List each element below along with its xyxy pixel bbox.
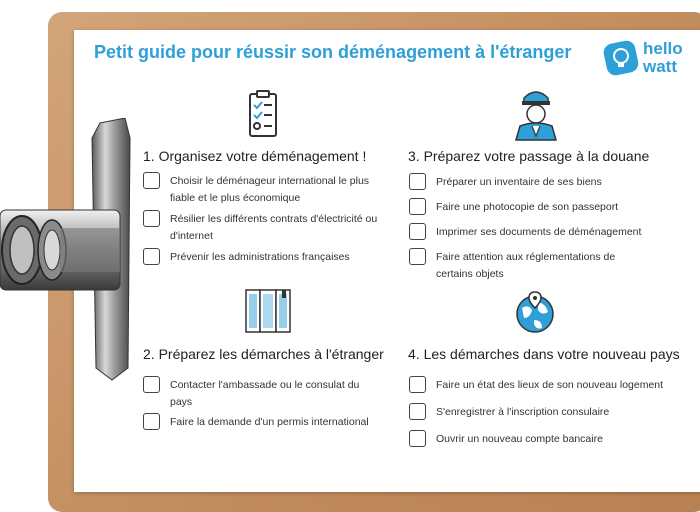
- checkbox[interactable]: [409, 430, 426, 447]
- checklist-item[interactable]: [409, 249, 654, 283]
- checkbox[interactable]: [143, 248, 160, 265]
- section-2-title: 2. Préparez les démarches à l'étranger: [143, 346, 384, 362]
- checklist-item[interactable]: [143, 249, 383, 266]
- item-label: Choisir le déménageur international le plus fiable et le plus économique: [170, 175, 370, 204]
- item-label: Faire un état des lieux de son nouveau logement: [436, 379, 664, 391]
- clipboard-clip-icon: [0, 118, 150, 388]
- section-3-title: 3. Préparez votre passage à la douane: [408, 148, 650, 164]
- checklist-item[interactable]: [409, 224, 679, 241]
- lightbulb-icon: [603, 38, 641, 78]
- checkbox[interactable]: [409, 376, 426, 393]
- item-label: Imprimer ses documents de déménagement: [436, 226, 642, 238]
- item-label: Prévenir les administrations françaises: [170, 251, 350, 263]
- logo-line1: hello: [643, 39, 683, 58]
- checklist-item[interactable]: [143, 173, 375, 207]
- checkbox[interactable]: [143, 210, 160, 227]
- section-1-title: 1. Organisez votre déménagement !: [143, 148, 367, 164]
- checkbox[interactable]: [143, 376, 160, 393]
- checklist-item[interactable]: [143, 414, 403, 431]
- page-title: Petit guide pour réussir son déménagement à l'étranger: [94, 42, 572, 62]
- item-label: Ouvrir un nouveau compte bancaire: [436, 433, 603, 445]
- logo-line2: watt: [643, 57, 677, 76]
- globe-location-icon: [512, 290, 558, 334]
- item-label: S'enregistrer à l'inscription consulaire: [436, 406, 610, 418]
- checklist-item[interactable]: [143, 211, 383, 245]
- checkbox[interactable]: [409, 248, 426, 265]
- checkbox[interactable]: [409, 198, 426, 215]
- checklist-item[interactable]: [409, 377, 699, 394]
- checkbox[interactable]: [409, 223, 426, 240]
- section-4-title: 4. Les démarches dans votre nouveau pays: [408, 346, 680, 362]
- checklist-item[interactable]: [409, 199, 679, 216]
- checkbox[interactable]: [409, 173, 426, 190]
- item-label: Faire une photocopie de son passeport: [436, 201, 619, 213]
- documents-icon: [244, 288, 294, 334]
- checklist-item[interactable]: [143, 377, 383, 411]
- item-label: Contacter l'ambassade ou le consulat du pays: [170, 379, 360, 408]
- customs-officer-icon: [514, 86, 558, 142]
- checklist-item[interactable]: [409, 431, 679, 448]
- item-label: Faire la demande d'un permis international: [170, 416, 369, 428]
- item-label: Préparer un inventaire de ses biens: [436, 176, 602, 188]
- item-label: Résilier les différents contrats d'électricité ou d'internet: [170, 213, 378, 242]
- item-label: Faire attention aux réglementations de certains objets: [436, 251, 616, 280]
- hellowatt-logo: [603, 38, 698, 82]
- checkbox[interactable]: [143, 413, 160, 430]
- checkbox[interactable]: [409, 403, 426, 420]
- checkbox[interactable]: [143, 172, 160, 189]
- checklist-item[interactable]: [409, 174, 679, 191]
- checklist-item[interactable]: [409, 404, 679, 421]
- clipboard-checklist-icon: [248, 90, 278, 140]
